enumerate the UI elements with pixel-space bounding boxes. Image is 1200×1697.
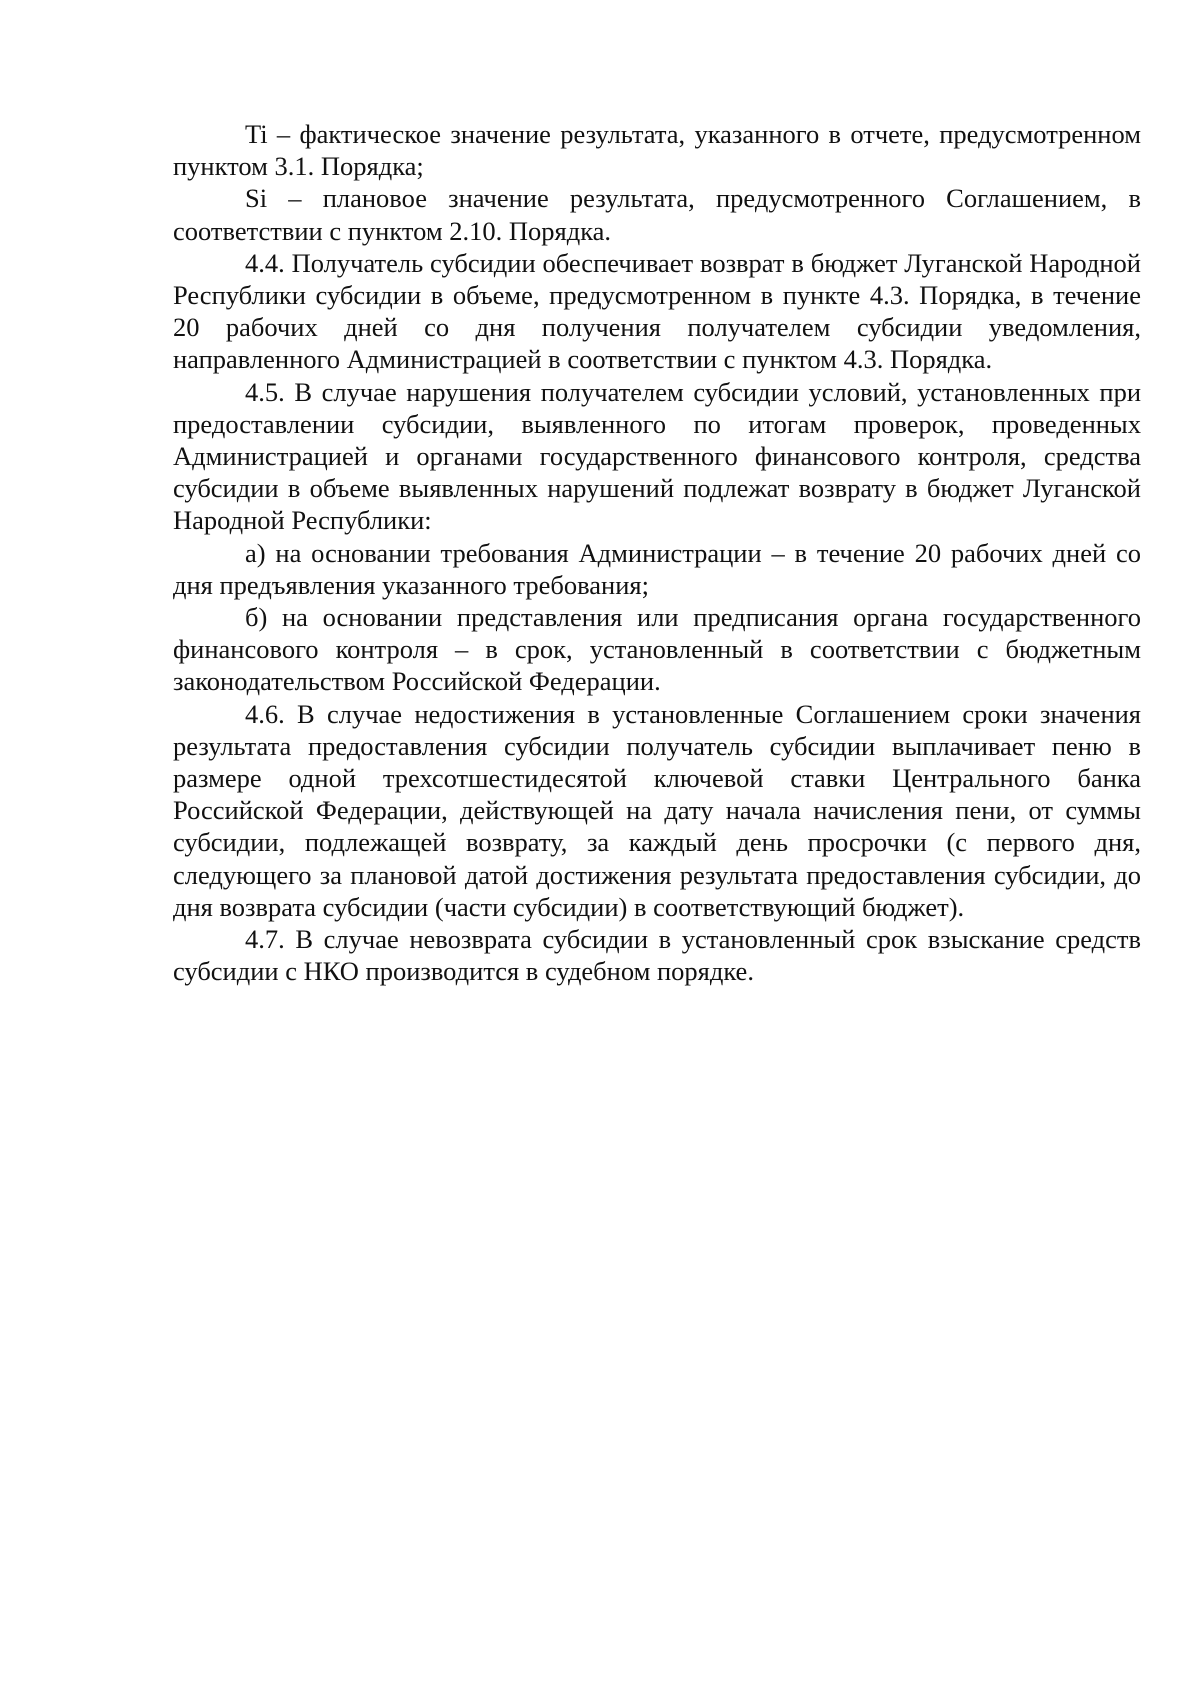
paragraph-ti-definition: Ti – фактическое значение результата, указанного в отчете, предусмотренном пунктом 3.1. Порядка; bbox=[173, 119, 1141, 182]
paragraph-si-definition: Si – плановое значение результата, предусмотренного Соглашением, в соответствии с пунктом 2.10. Порядка. bbox=[173, 183, 1141, 246]
paragraph-4-4: 4.4. Получатель субсидии обеспечивает возврат в бюджет Луганской Народной Республики субсидии в объеме, предусмотренном в пункте 4.3. Порядка, в течение 20 рабочих дней со дня получения получателем субсидии уведомления, направленного Администрацией в соответствии с пунктом 4.3. Порядка. bbox=[173, 247, 1141, 375]
paragraph-4-6: 4.6. В случае недостижения в установленные Соглашением сроки значения результата предоставления субсидии получатель субсидии выплачивает пеню в размере одной трехсотшестидесятой ключевой ставки Центрального банка Российской Федерации, действующей на дату начала начисления пени, от суммы субсидии, подлежащей возврату, за каждый день просрочки (с первого дня, следующего за плановой датой достижения результата предоставления субсидии, до дня возврата субсидии (части субсидии) в соответствующий бюджет). bbox=[173, 698, 1141, 922]
paragraph-4-5-b: б) на основании представления или предписания органа государственного финансового контроля – в срок, установленный в соответствии с бюджетным законодательством Российской Федерации. bbox=[173, 602, 1141, 697]
paragraph-4-5-a: а) на основании требования Администрации – в течение 20 рабочих дней со дня предъявления указанного требования; bbox=[173, 537, 1141, 600]
paragraph-4-7: 4.7. В случае невозврата субсидии в установленный срок взыскание средств субсидии с НКО производится в судебном порядке. bbox=[173, 924, 1141, 987]
paragraph-4-5: 4.5. В случае нарушения получателем субсидии условий, установленных при предоставлении субсидии, выявленного по итогам проверок, проведенных Администрацией и органами государственного финансового контроля, средства субсидии в объеме выявленных нарушений подлежат возврату в бюджет Луганской Народной Республики: bbox=[173, 376, 1141, 536]
document-body bbox=[173, 118, 1141, 987]
